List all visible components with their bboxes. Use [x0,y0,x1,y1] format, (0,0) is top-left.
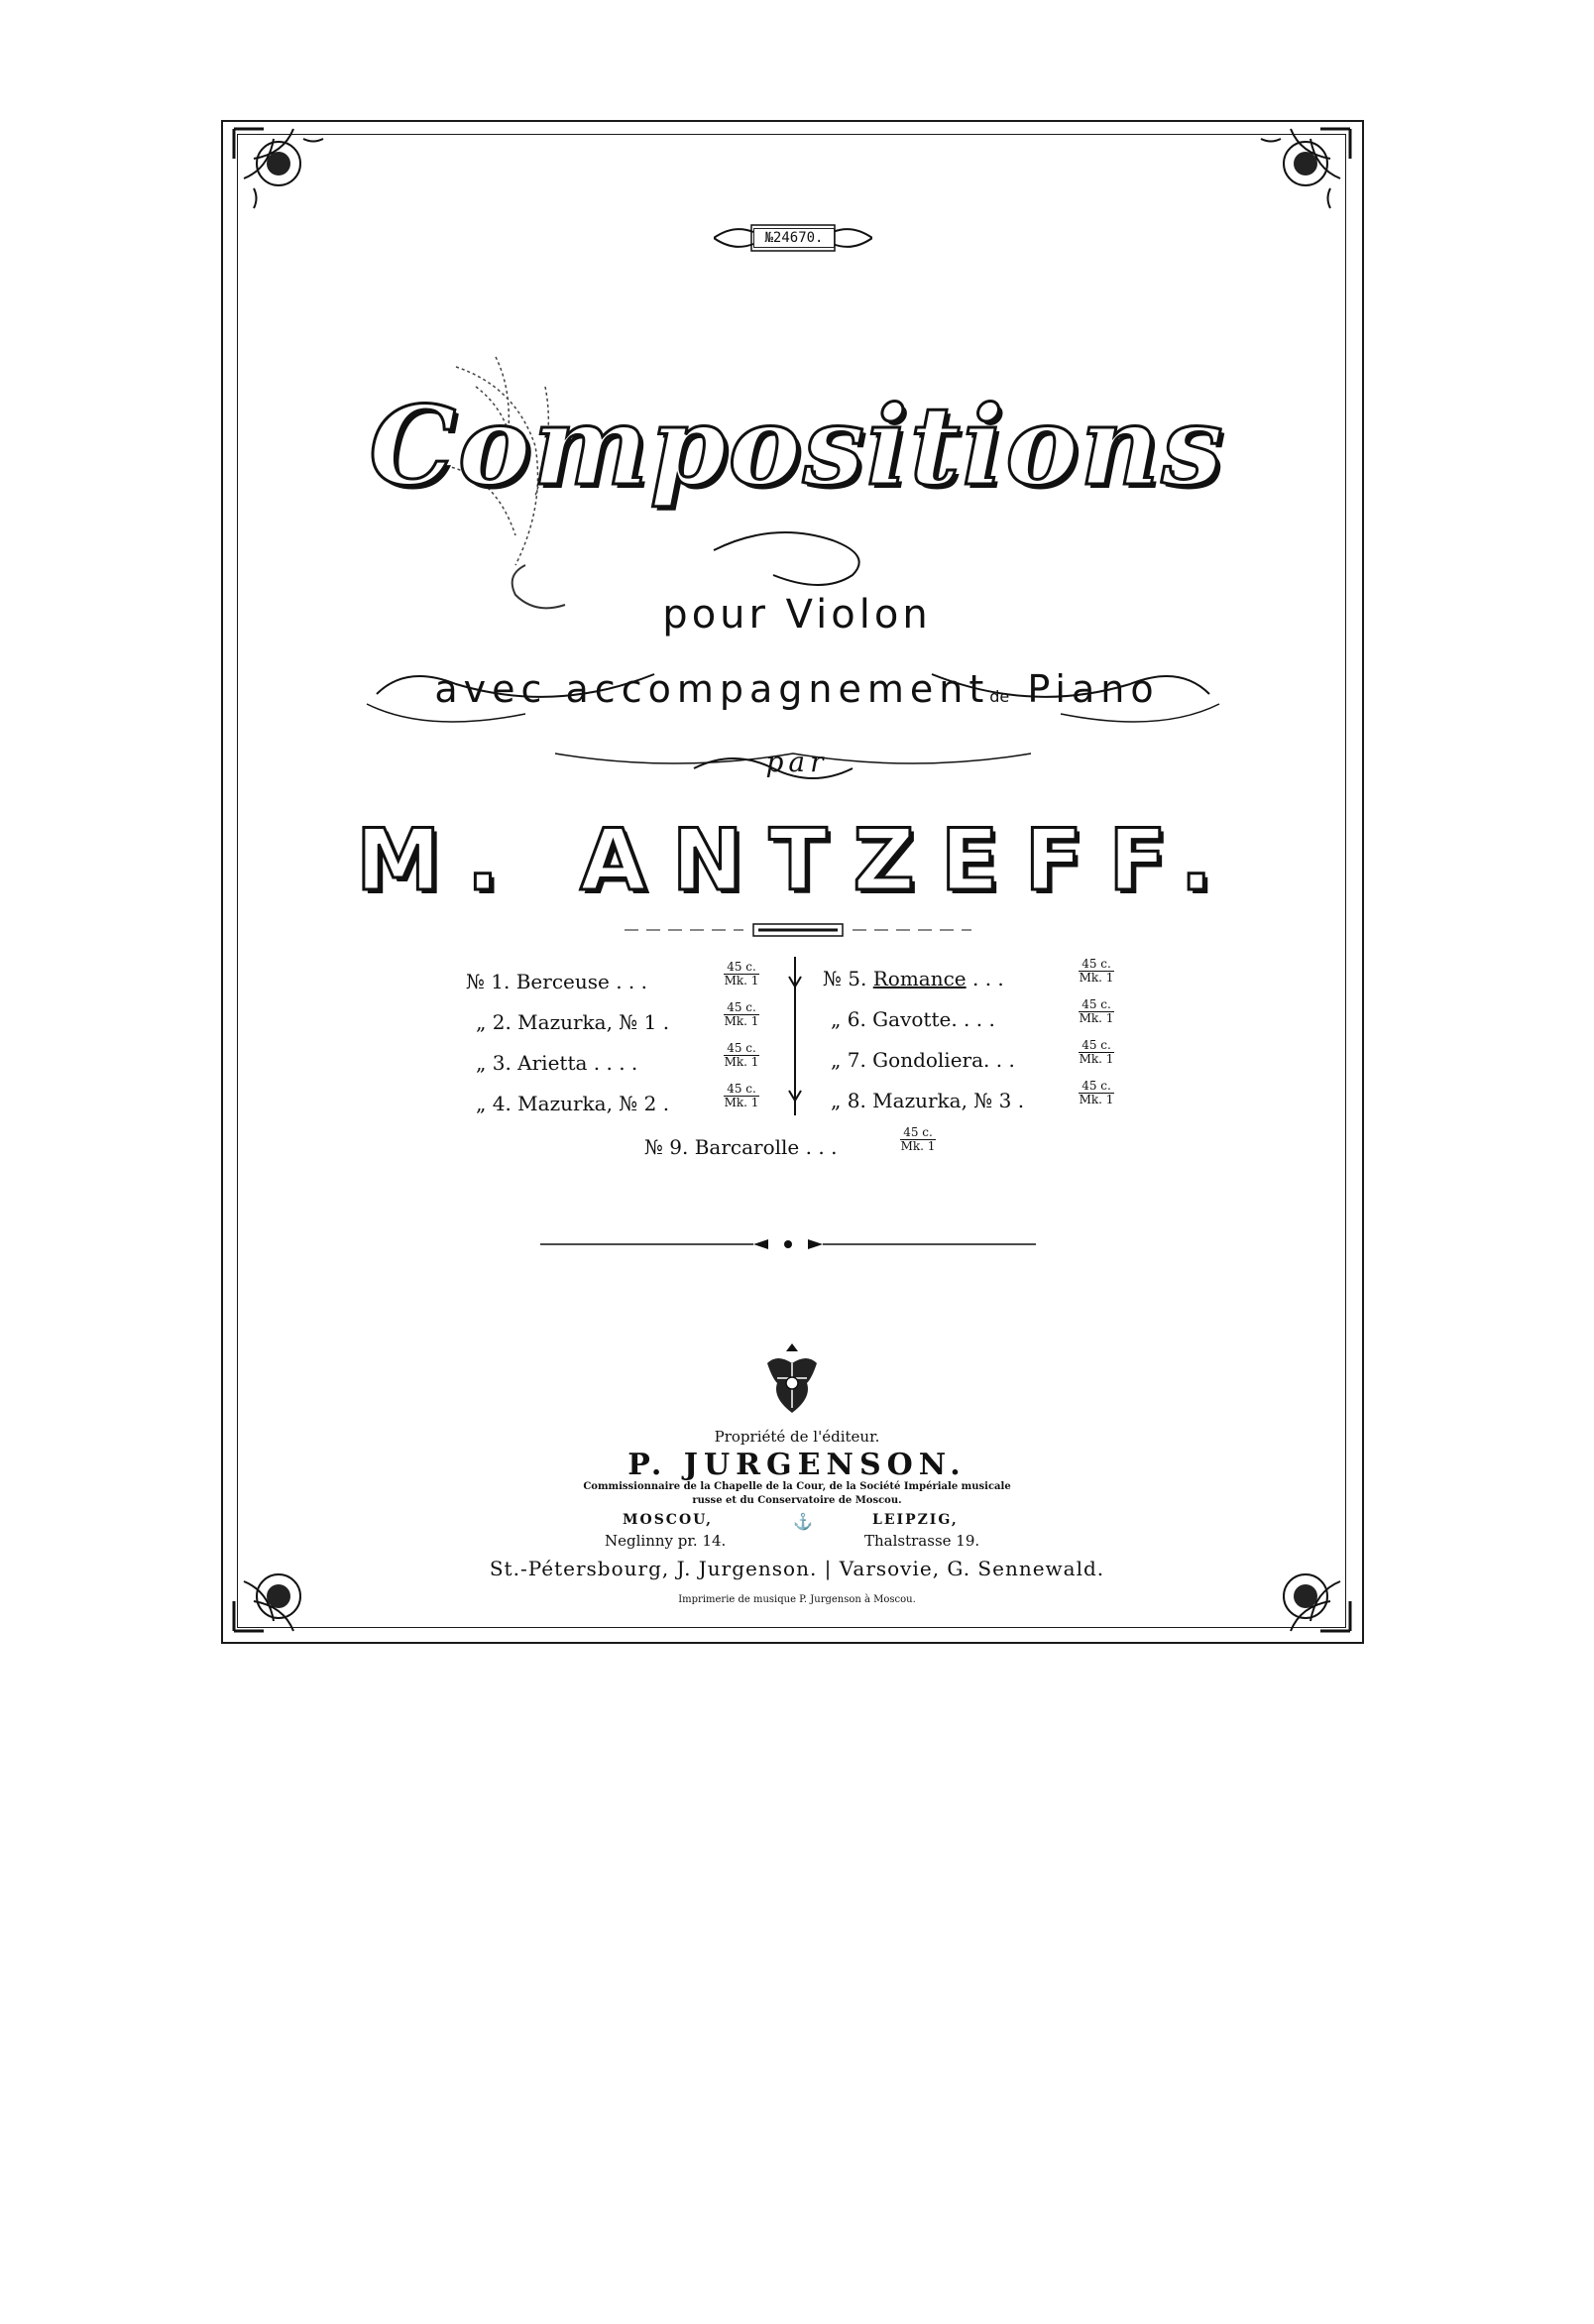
corner-ornament-top-right [1251,109,1360,218]
item-number: „ 3. [476,1051,512,1075]
subtitle-piano: Piano [1027,667,1160,711]
contents-left-item [466,970,647,993]
contents-right-item [831,1089,1024,1112]
subtitle-de: de [989,687,1010,706]
item-price: 45 c. Mk. 1 [724,1041,759,1069]
item-number: „ 7. [831,1048,866,1072]
item-number: „ 2. [476,1010,512,1034]
subtitle-accompaniment-main: avec accompagnement [434,667,990,711]
publisher-commission-line1: Commissionnaire de la Chapelle de la Cour, de la Société Impériale musicale [583,1481,1011,1492]
contents-last-item [644,1135,837,1159]
contents-right-item [831,1007,995,1031]
item-price: 45 c. Mk. 1 [1079,1038,1114,1066]
contents-left-item [476,1010,669,1034]
composer-name: M. ANTZEFF. [355,811,1238,910]
publisher-address-right: Thalstrasse 19. [864,1532,980,1550]
plate-number: №24670. [753,228,835,248]
item-dots: . . . [805,1135,838,1159]
item-dots: . . . [964,1007,995,1031]
item-title: Mazurka, № 3 [872,1089,1012,1112]
item-dots: . [662,1092,670,1115]
plate-number-cartouche [714,220,872,256]
imperial-eagle-icon [757,1338,827,1418]
composer-divider-ornament [625,920,971,940]
item-dots: . . . [972,967,1004,990]
publisher-city-right: LEIPZIG, [872,1512,959,1528]
publisher-agents [0,1557,1594,1580]
item-price: 45 c. Mk. 1 [1079,1079,1114,1106]
item-title: Mazurka, № 1 [517,1010,657,1034]
item-number: „ 6. [831,1007,866,1031]
item-number: „ 4. [476,1092,512,1115]
subtitle-accompaniment [0,667,1594,711]
item-number: № 5. [823,967,867,990]
item-dots: . [662,1010,670,1034]
publisher-property: Propriété de l'éditeur. [714,1428,880,1446]
publisher-address-left: Neglinny pr. 14. [605,1532,727,1550]
item-price: 45 c. Mk. 1 [724,1082,759,1109]
subtitle-pour-violon: pour Violon [662,592,932,638]
item-title: Berceuse [515,970,610,993]
item-dots: . [1017,1089,1025,1112]
item-number: № 9. [644,1135,689,1159]
item-title: Mazurka, № 2 [517,1092,657,1115]
title-swirl-ornament [704,511,902,590]
contents-left-item [476,1092,669,1115]
publisher-city-left: MOSCOU, [623,1512,713,1528]
subtitle-par: par [765,746,829,778]
anchor-icon: ⚓ [793,1512,813,1531]
publisher-name: P. JURGENSON. [627,1448,967,1482]
agents-right: Varsovie, G. Sennewald. [839,1557,1105,1580]
agents-left: St.-Pétersbourg, J. Jurgenson. [489,1557,818,1580]
item-dots: . . [995,1048,1015,1072]
item-price: 45 c. Mk. 1 [1079,957,1114,985]
printer-line: Imprimerie de musique P. Jurgenson à Moscou. [678,1594,916,1605]
contents-right-item [823,967,1004,990]
item-title: Gondoliera. [872,1048,990,1072]
item-price: 45 c. Mk. 1 [724,960,759,988]
item-dots: . . . . [593,1051,638,1075]
contents-column-divider [785,957,805,1115]
section-divider-ornament [540,1234,1036,1254]
item-number: „ 8. [831,1089,866,1112]
contents-left-item [476,1051,637,1075]
item-price: 45 c. Mk. 1 [724,1000,759,1028]
main-title: Compositions [369,382,1225,510]
item-price: 45 c. Mk. 1 [1079,997,1114,1025]
publisher-commission-line2: russe et du Conservatoire de Moscou. [692,1495,902,1506]
item-title: Gavotte. [872,1007,958,1031]
agents-separator: | [824,1557,833,1580]
item-price: 45 c. Mk. 1 [900,1125,936,1153]
item-title: Romance [872,967,967,990]
contents-right-item [831,1048,1015,1072]
item-title: Barcarolle [694,1135,800,1159]
item-dots: . . . [616,970,648,993]
item-title: Arietta [517,1051,588,1075]
corner-ornament-top-left [224,109,333,218]
item-number: № 1. [466,970,511,993]
